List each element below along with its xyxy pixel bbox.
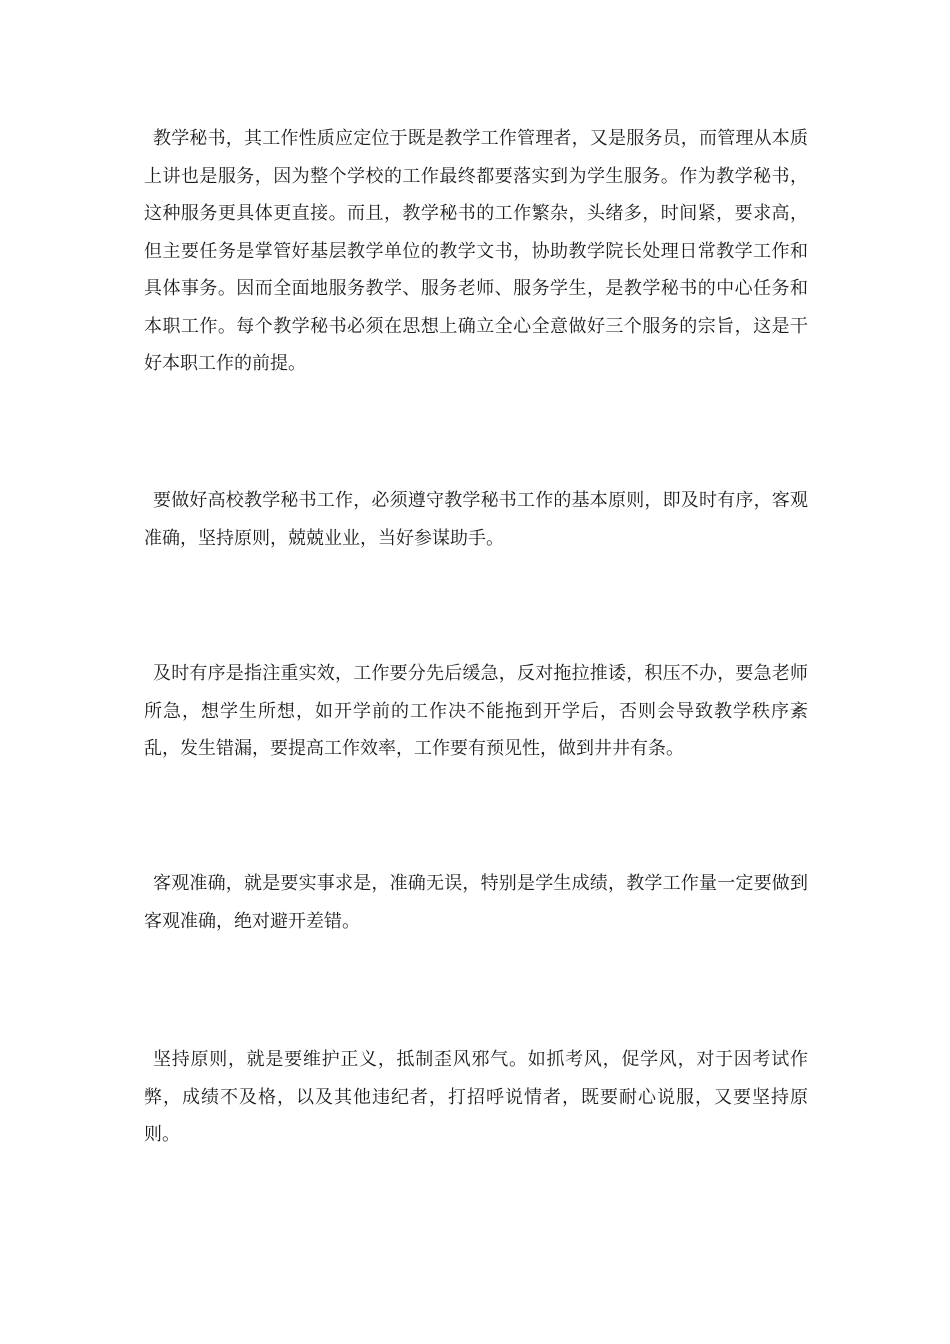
paragraph-objective-accurate: 客观准确，就是要实事求是，准确无误，特别是学生成绩，教学工作量一定要做到客观准确，绝对避开差错。: [144, 873, 808, 932]
paragraph-timely-orderly: 及时有序是指注重实效，工作要分先后缓急，反对拖拉推诿，积压不办，要急老师所急，想学生所想，如开学前的工作决不能拖到开学后，否则会导致教学秩序紊乱，发生错漏，要提高工作效率，工作要有预见性，做到井井有条。: [144, 663, 808, 759]
paragraph-role-of-secretary: 教学秘书，其工作性质应定位于既是教学工作管理者，又是服务员，而管理从本质上讲也是服务，因为整个学校的工作最终都要落实到为学生服务。作为教学秘书，这种服务更具体更直接。而且，教学秘书的工作繁杂，头绪多，时间紧，要求高，但主要任务是掌管好基层教学单位的教学文书，协助教学院长处理日常教学工作和具体事务。因而全面地服务教学、服务老师、服务学生，是教学秘书的中心任务和本职工作。每个教学秘书必须在思想上确立全心全意做好三个服务的宗旨，这是干好本职工作的前提。: [144, 128, 808, 374]
paragraph-adhere-principles: 坚持原则，就是要维护正义，抵制歪风邪气。如抓考风，促学风，对于因考试作弊，成绩不及格，以及其他违纪者，打招呼说情者，既要耐心说服，又要坚持原则。: [144, 1049, 808, 1145]
paragraph-basic-principles: 要做好高校教学秘书工作，必须遵守教学秘书工作的基本原则，即及时有序，客观准确，坚持原则，兢兢业业，当好参谋助手。: [144, 490, 808, 549]
